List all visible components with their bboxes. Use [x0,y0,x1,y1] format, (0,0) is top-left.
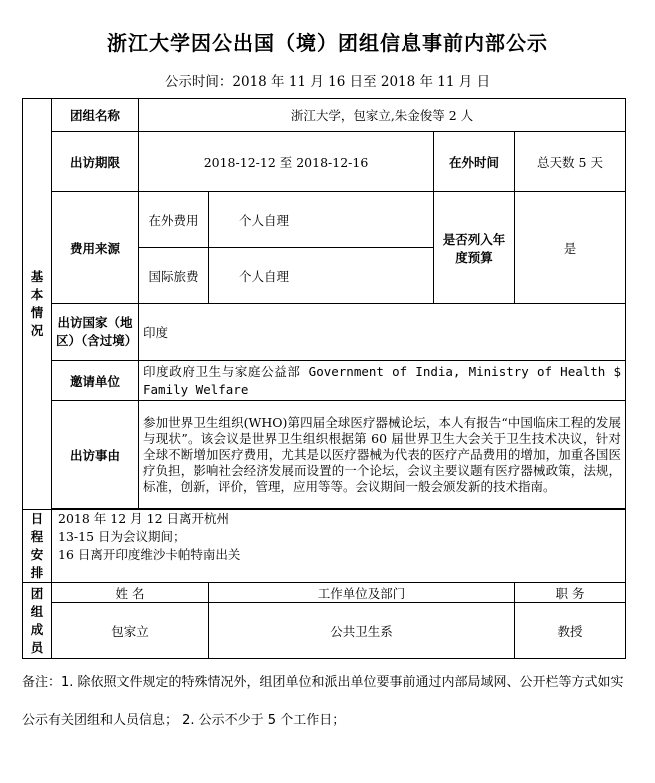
duration-value: 2018-12-12 至 2018-12-16 [139,132,434,192]
abroad-time-value: 总天数 5 天 [515,132,626,192]
section-schedule-char: 排 [30,565,44,580]
section-basic-label [23,99,52,510]
member-unit: 公共卫生系 [209,603,515,659]
member-title: 教授 [515,603,626,659]
section-basic-char: 况 [30,323,44,338]
row-duration [23,132,626,192]
section-schedule-char: 日 [30,511,44,526]
publicity-period: 公示时间：2018 年 11 月 16 日至 2018 年 11 月 日 [164,74,491,90]
section-basic-char: 情 [30,305,44,320]
schedule-line: 16 日离开印度维沙卡帕特南出关 [58,547,241,562]
row-abroad-cost [23,192,626,248]
intl-travel-label: 国际旅费 [139,248,209,304]
duration-label: 出访期限 [52,132,139,192]
col-name-header: 姓 名 [52,583,209,603]
row-country [23,304,626,361]
section-members-label [23,583,52,659]
section-basic-char: 本 [30,287,44,302]
abroad-cost-label: 在外费用 [139,192,209,248]
info-table [22,98,626,659]
col-unit-header: 工作单位及部门 [209,583,515,603]
section-basic-char: 基 [30,269,44,284]
abroad-cost-value: 个人自理 [209,192,434,248]
group-name-label: 团组名称 [52,99,139,132]
funding-label: 费用来源 [52,192,139,304]
budget-value: 是 [515,192,626,304]
reason-value: 参加世界卫生组织(WHO)第四届全球医疗器械论坛，本人有报告“中国临床工程的发展与现状”。该会议是世界卫生组织根据第 60 届世界卫生大会关于卫生技术决议，针对全球不断增加医疗费用，尤其是以医疗器械为代表的医疗产品费用的增加，加重各国医疗负担，影响社会经济发展而设置的一个论坛，会议主要议题有医疗器械政策，法规，标准，创新，评价，管理，应用等等。会议期间一般会颁发新的技术指南。 [139,401,626,509]
row-schedule [23,510,626,583]
country-value: 印度 [139,304,626,361]
inviter-label: 邀请单位 [52,361,139,401]
col-title-header: 职 务 [515,583,626,603]
section-members-char: 组 [30,603,44,619]
section-members-char: 团 [30,585,44,601]
member-name: 包家立 [52,603,209,659]
section-schedule-label [23,510,52,583]
abroad-time-label: 在外时间 [434,132,515,192]
section-members-char: 成 [30,621,44,637]
row-inviter [23,361,626,401]
section-schedule-char: 安 [30,547,44,562]
inviter-value: 印度政府卫生与家庭公益部 Government of India, Ministry of Health $ Family Welfare [139,361,626,401]
section-schedule-char: 程 [30,529,44,544]
member-row [23,603,626,659]
country-label: 出访国家（地区）（含过境） [52,304,139,361]
section-members-char: 员 [30,639,44,655]
footnote: 备注：1. 除依照文件规定的特殊情况外，组团单位和派出单位要事前通过内部局域网、公开栏等方式如实公示有关团组和人员信息； 2. 公示不少于 5 个工作日； [22,675,624,728]
row-members-header [23,583,626,603]
row-reason [23,401,626,509]
schedule-content [52,510,626,583]
row-group-name [23,99,626,132]
group-name-value: 浙江大学，包家立,朱金俊等 2 人 [139,99,626,132]
budget-label: 是否列入年度预算 [434,192,515,304]
page-title: 浙江大学因公出国（境）团组信息事前内部公示 [107,31,548,55]
intl-travel-value: 个人自理 [209,248,434,304]
reason-label: 出访事由 [52,401,139,509]
schedule-line: 2018 年 12 月 12 日离开杭州 [58,511,229,526]
schedule-line: 13-15 日为会议期间； [58,529,186,544]
